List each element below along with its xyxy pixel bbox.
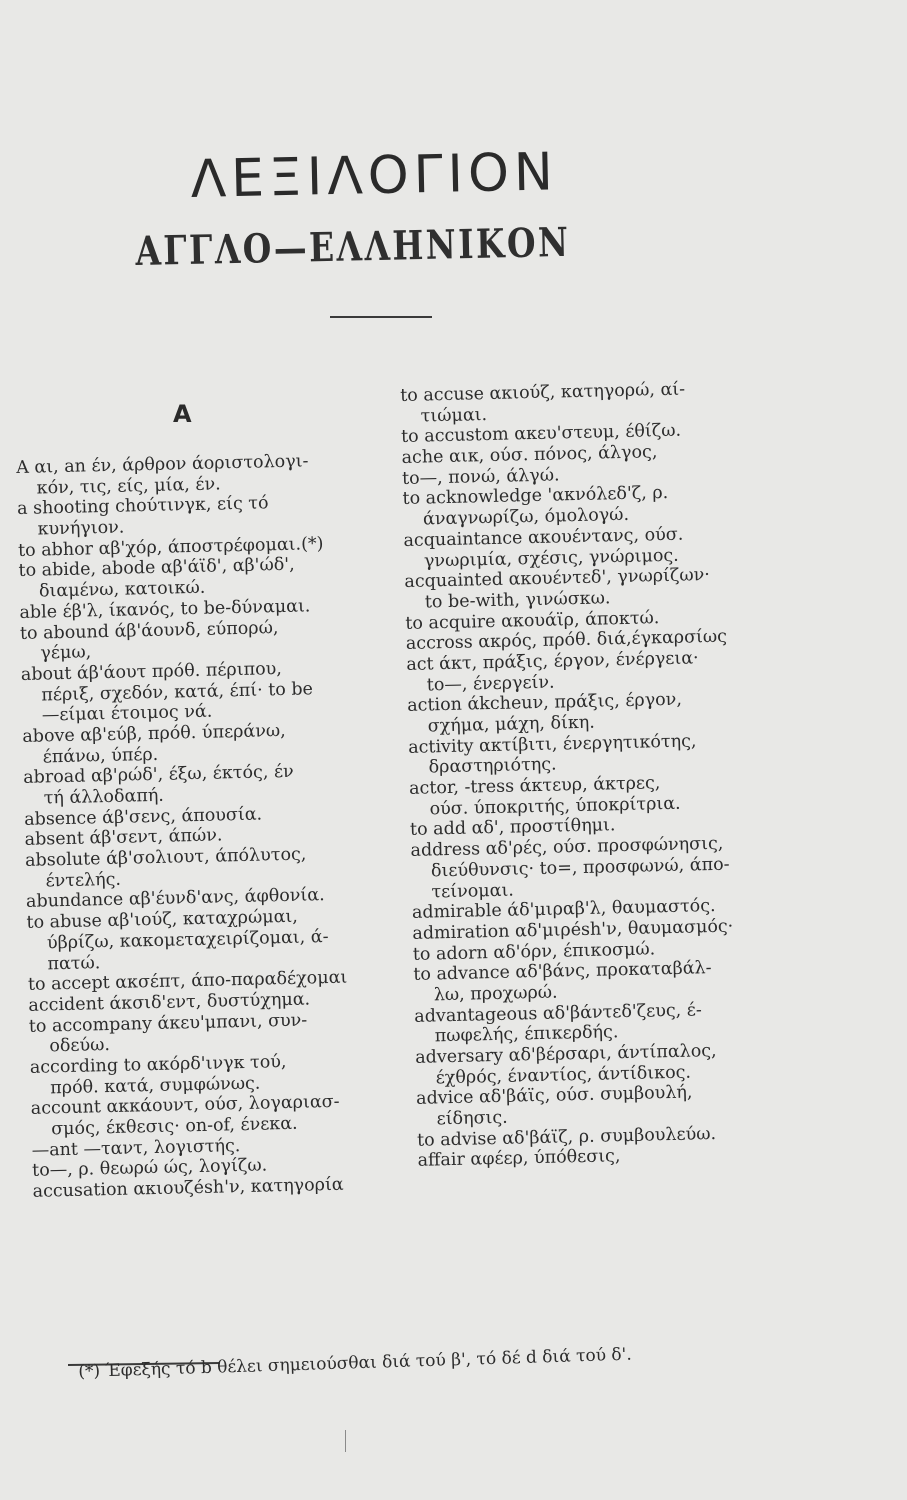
entry-line: to accompany άκευ'μπανι, συν- — [28, 1010, 308, 1037]
entry-line: absolute άβ'σολιουτ, άπόλυτος, — [24, 844, 307, 871]
entry-line: γνωριμία, σχέσις, γνώριμος. — [423, 545, 679, 571]
footnote: (*) Έφεξής τό b θέλει σημειούσθαι διά τού β', τό δέ d διά τού δ'. — [78, 1344, 633, 1382]
entry-line: γέμω, — [40, 642, 92, 664]
entry-line: activity ακτίβιτι, ένεργητικότης, — [407, 731, 697, 758]
entry-line: —είμαι έτοιμος νά. — [41, 701, 213, 726]
entry-line: τιώμαι. — [420, 404, 488, 427]
entry-line: above αβ'εύβ, πρόθ. ύπεράνω, — [22, 720, 286, 747]
entry-line: to abide, abode αβ'άϊδ', αβ'ώδ', — [18, 555, 295, 582]
entry-line: πέριξ, σχεδόν, κατά, έπί· to be — [41, 678, 314, 706]
entry-line: to acknowledge 'ακνόλεδ'ζ, ρ. — [402, 483, 669, 510]
entry-line: to acquire ακουάϊρ, άποκτώ. — [405, 607, 660, 634]
entry-line: advantageous αδ'βάντεδ'ζευς, έ- — [414, 999, 702, 1027]
entry-line: σμός, έκθεσις· on-of, ένεκα. — [51, 1113, 298, 1140]
entry-line: according to ακόρδ'ινγκ τού, — [29, 1051, 287, 1078]
entry-line: λω, προχωρώ. — [433, 982, 558, 1006]
entry-line: about άβ'άουτ πρόθ. πέριπου, — [20, 658, 283, 685]
entry-line: πωφελής, έπικερδής. — [434, 1022, 619, 1047]
entry-line: advice αδ'βάϊς, ούσ. συμβουλή, — [415, 1082, 693, 1110]
entry-line: διαμένω, κατοικώ. — [38, 577, 206, 602]
entry-line: ache αικ, ούσ. πόνος, άλγος, — [401, 442, 658, 469]
entry-line: action άkcheuν, πράξις, έργον, — [407, 690, 683, 717]
entry-line: διεύθυνσις· to=, προσφωνώ, άπο- — [430, 854, 730, 882]
entry-line: δραστηριότης. — [428, 754, 557, 778]
entry-line: acquaintance ακουέντανς, ούσ. — [403, 524, 684, 551]
entry-line: κυνήγιον. — [37, 517, 125, 540]
page-subtitle: ΑΓΓΛΟ—ΕΛΛΗΝΙΚΟΝ — [135, 218, 571, 275]
entry-line: —ant —ταντ, λογιστής. — [31, 1135, 241, 1161]
entry-line: to accept ακσέπτ, άπο-παραδέχομαι — [27, 967, 348, 996]
entry-line: act άκτ, πράξις, έργον, ένέργεια· — [406, 648, 699, 675]
entry-line: άναγνωρίζω, όμολογώ. — [422, 504, 630, 530]
entry-line: affair αφέερ, ύπόθεσις, — [417, 1146, 621, 1172]
entry-line: to adorn αδ'όρν, έπικοσμώ. — [412, 938, 656, 965]
entry-line: to be-with, γινώσκω. — [424, 588, 611, 613]
entry-line: to—, ένεργείν. — [426, 672, 555, 696]
entry-line: είδησις. — [436, 1107, 508, 1130]
section-letter: A — [173, 400, 192, 428]
entry-line: accross ακρός, πρόθ. διά,έγκαρσίως — [405, 626, 728, 655]
entry-line: ύβρίζω, κακομεταχειρίζομαι, ά- — [46, 926, 329, 954]
entry-line: absent άβ'σεντ, άπών. — [24, 825, 223, 851]
entry-line: to advance αδ'βάνς, προκαταβάλ- — [413, 958, 712, 986]
entry-line: to abound άβ'άουνδ, εύπορώ, — [19, 617, 279, 644]
entry-line: πατώ. — [47, 952, 101, 974]
entry-line: admiration αδ'μιρésh'ν, θαυμασμός· — [412, 916, 734, 944]
paper-mark — [345, 1430, 346, 1452]
entry-line: address αδ'ρές, ούσ. προσφώνησις, — [410, 833, 724, 862]
entry-line: τή άλλοδαπή. — [43, 785, 165, 809]
entry-line: accident άκσιδ'εντ, δυστύχημα. — [28, 989, 311, 1016]
entry-line: to—, ρ. θεωρώ ώς, λογίζω. — [31, 1155, 268, 1182]
entry-line: πρόθ. κατά, συμφώνως. — [50, 1073, 261, 1099]
left-column — [16, 451, 352, 1203]
entry-line: A αι, an έν, άρθρον άοριστολογι- — [16, 451, 309, 478]
entry-line: adversary αδ'βέρσαρι, άντίπαλος, — [415, 1040, 717, 1068]
entry-line: absence άβ'σενς, άπουσία. — [23, 804, 263, 830]
entry-line: to—, πονώ, άλγώ. — [401, 465, 560, 489]
right-column — [400, 379, 739, 1172]
entry-line: to accustom ακευ'στευμ, έθίζω. — [400, 421, 682, 448]
entry-line: έντελής. — [45, 869, 122, 892]
entry-line: admirable άδ'μιραβ'λ, θαυμαστός. — [411, 896, 716, 924]
entry-line: έχθρός, έναντίος, άντίδικος. — [435, 1062, 692, 1089]
entry-line: acquainted ακουέντεδ', γνωρίζων· — [404, 565, 711, 593]
entry-line: τείνομαι. — [431, 880, 515, 902]
entry-line: actor, -tress άκτευρ, άκτρες, — [408, 773, 661, 799]
entry-line: to add αδ', προστίθημι. — [409, 815, 616, 841]
entry-line: abundance αβ'έυνδ'ανς, άφθονία. — [25, 885, 325, 913]
entry-line: to abuse αβ'ιούζ, καταχρώμαι, — [26, 906, 299, 934]
entry-line: έπάνω, ύπέρ. — [42, 744, 159, 768]
page-title: ΛΕΞΙΛΟΓΙΟΝ — [190, 142, 559, 210]
entry-line: account ακκάουντ, ούσ, λογαριασ- — [30, 1092, 340, 1120]
entry-line: accusation ακιουζésh'ν, κατηγορία — [32, 1174, 344, 1202]
entry-line: κόν, τις, είς, μία, έν. — [36, 474, 221, 499]
entry-line: abroad αβ'ρώδ', έξω, έκτός, έν — [23, 762, 294, 789]
entry-line: σχήμα, μάχη, δίκη. — [427, 712, 596, 737]
entry-line: to advise αδ'βάϊζ, ρ. συμβουλεύω. — [416, 1123, 717, 1151]
title-divider — [330, 316, 432, 318]
entry-line: ούσ. ύποκριτής, ύποκρίτρια. — [429, 793, 681, 820]
entry-line: οδεύω. — [49, 1035, 111, 1057]
entry-line: to abhor αβ'χόρ, άποστρέφομαι.(*) — [17, 533, 324, 561]
entry-line: able έβ'λ, ίκανός, to be-δύναμαι. — [19, 596, 311, 623]
entry-line: a shooting chούτινγκ, είς τό — [16, 493, 269, 520]
entry-line: to accuse ακιούζ, κατηγορώ, αί- — [400, 379, 686, 406]
